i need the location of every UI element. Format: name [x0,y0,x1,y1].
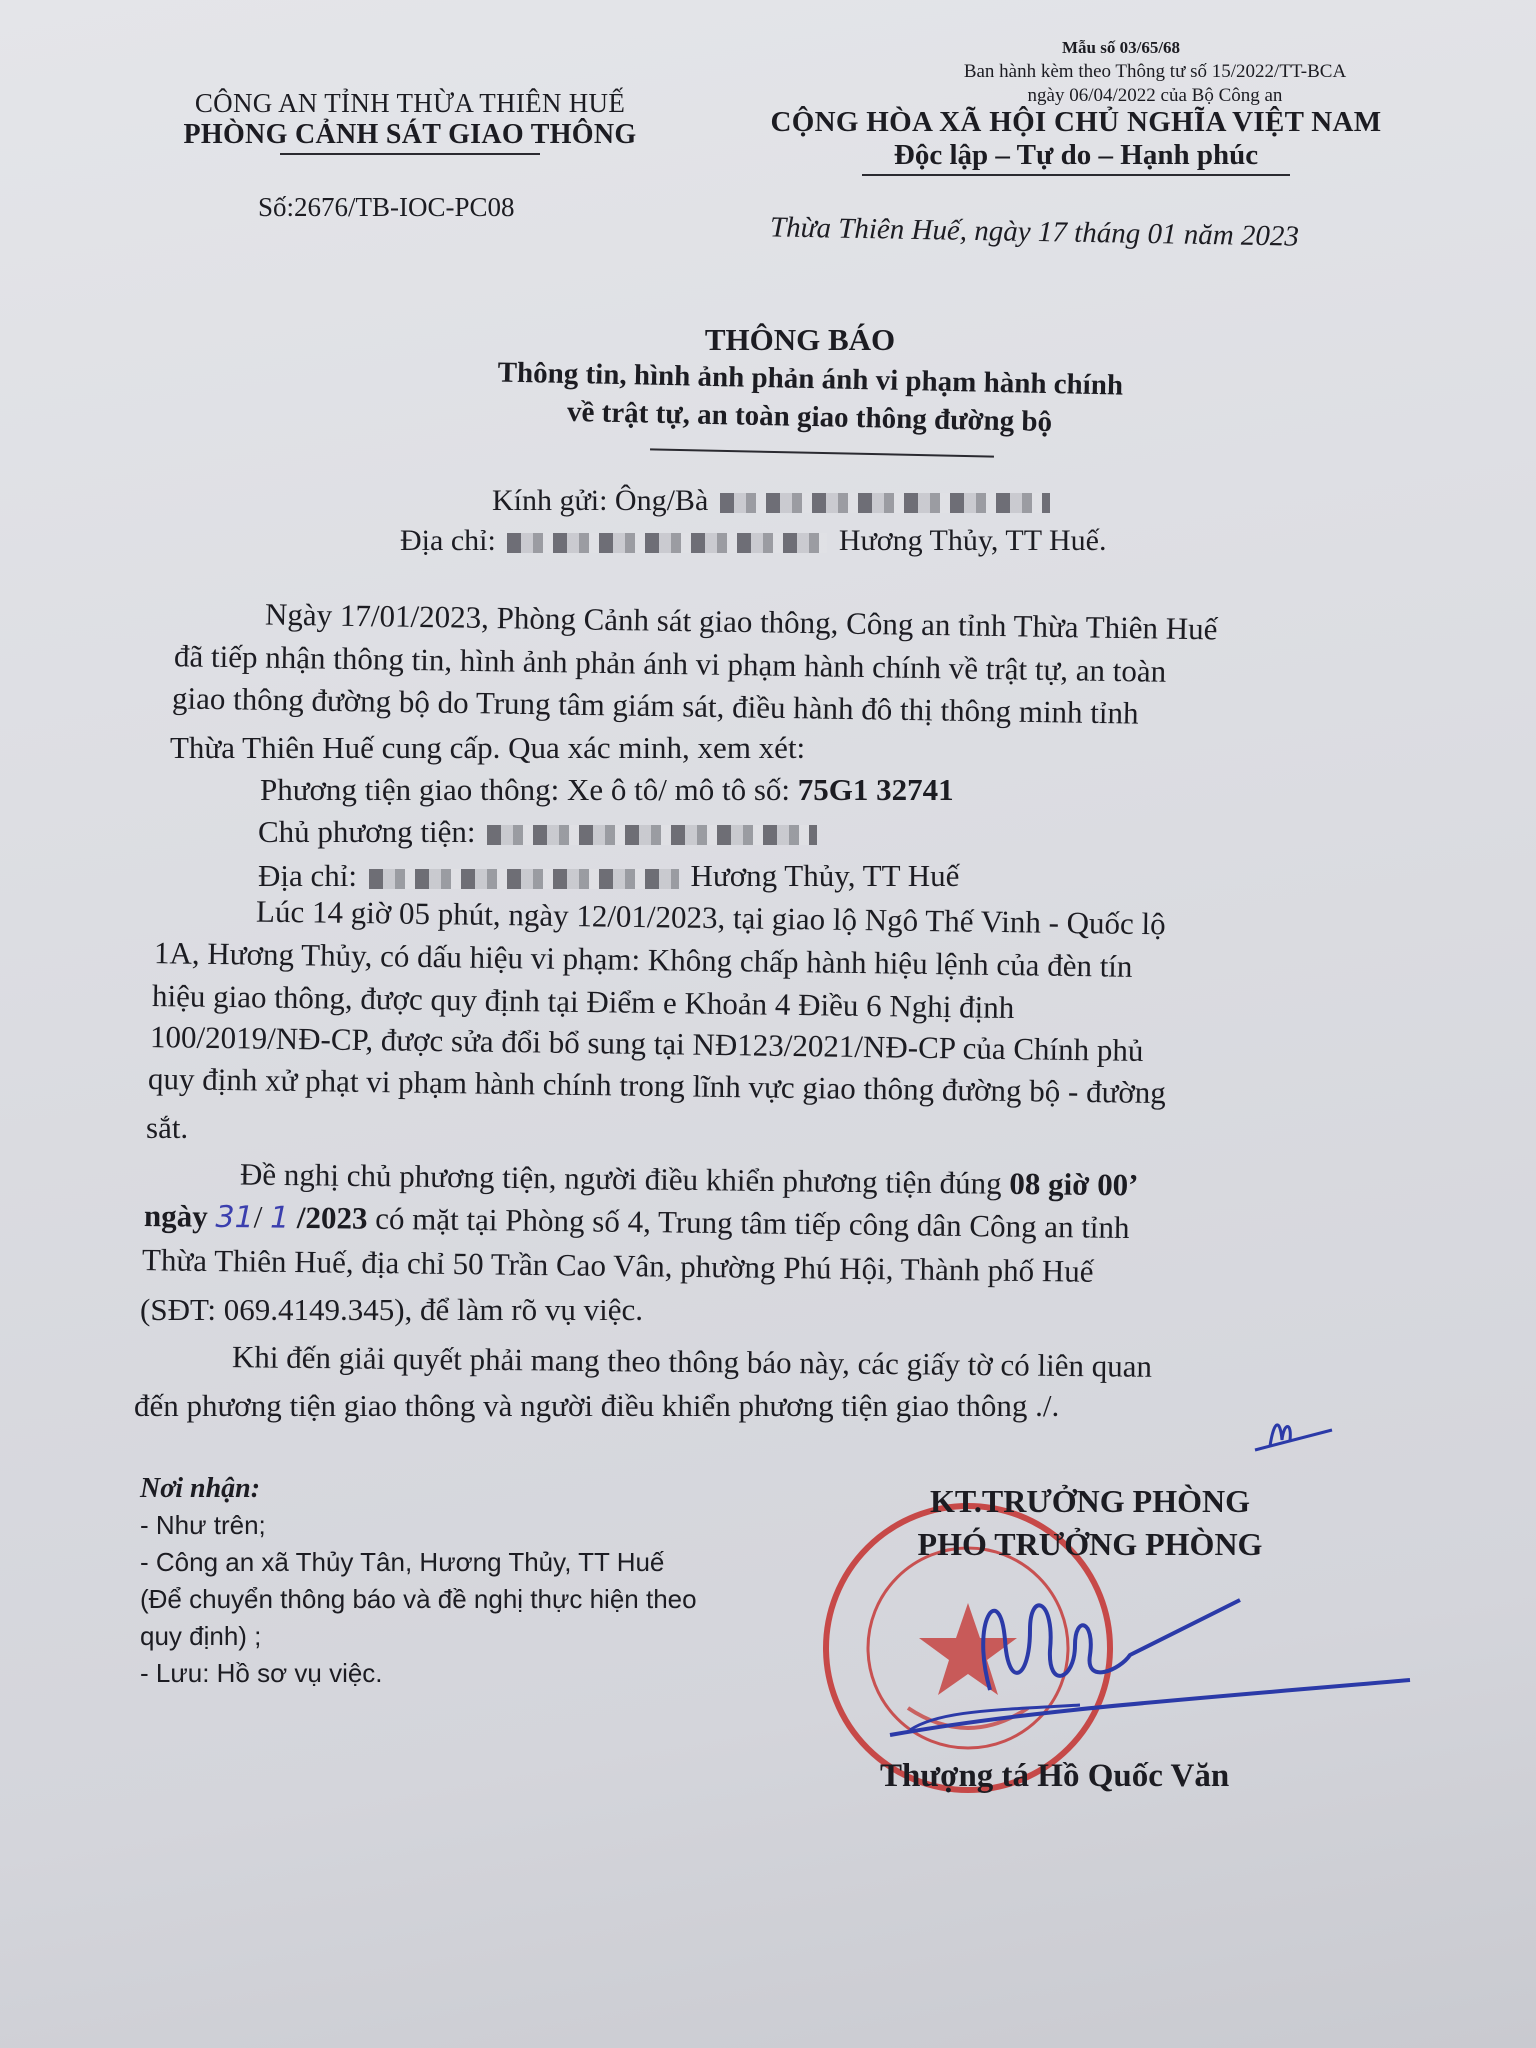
p3-line3: Thừa Thiên Huế, địa chỉ 50 Trần Cao Vân, phường Phú Hội, Thành phố Huế [141,1242,1094,1289]
recipient-item: (Để chuyển thông báo và đề nghị thực hiện theo [140,1584,697,1614]
vehicle-label: Phương tiện giao thông: Xe ô tô/ mô tô số: [260,772,791,807]
p1-line3: giao thông đường bộ do Trung tâm giám sát, điều hành đô thị thông minh tỉnh [171,680,1139,731]
owner-address-label: Địa chỉ: [258,858,357,893]
form-basis-line2: ngày 06/04/2022 của Bộ Công an [1027,85,1283,106]
appointment-year: /2023 [296,1199,368,1236]
p2-line5: quy định xử phạt vi phạm hành chính trong lĩnh vực giao thông đường bộ - đường [147,1060,1167,1111]
document-title: THÔNG BÁO [704,322,896,357]
signatory-name: Thượng tá Hồ Quốc Văn [880,1758,1230,1794]
form-basis [895,60,1415,108]
subtitle-underline [650,448,994,457]
redacted-owner-address [369,869,679,889]
subtitle-line1: Thông tin, hình ảnh phản ánh vi phạm hành chính [497,356,1124,402]
signatory-role [860,1480,1320,1566]
national-motto [716,106,1436,176]
p4-line2: đến phương tiện giao thông và người điều khiển phương tiện giao thông ./. [134,1388,1060,1423]
recipients-block [140,1470,780,1692]
nation-name: CỘNG HÒA XÃ HỘI CHỦ NGHĨA VIỆT NAM [770,106,1382,138]
p3-line4: (SĐT: 069.4149.345), để làm rõ vụ việc. [140,1292,643,1327]
appointment-time: 08 giờ 00’ [1009,1165,1139,1203]
signatory-role-line2: PHÓ TRƯỞNG PHÒNG [917,1526,1263,1562]
p2-line6: sắt. [146,1110,189,1145]
owner-label: Chủ phương tiện: [258,814,476,849]
agency-parent: CÔNG AN TỈNH THỪA THIÊN HUẾ [194,88,626,118]
addressee-address-line [400,524,1106,558]
p3-line2: ngày 31/ 1 /2023 có mặt tại Phòng số 4, Trung tâm tiếp công dân Công an tỉnh [143,1197,1130,1246]
redacted-address [507,533,827,553]
recipient-item: quy định) ; [140,1621,262,1651]
dateline: Thừa Thiên Huế, ngày 17 tháng 01 năm 2023 [769,211,1300,253]
recipient-item: - Công an xã Thủy Tân, Hương Thủy, TT Huế [140,1547,665,1577]
redacted-name [720,493,1050,513]
p2-line3: hiệu giao thông, được quy định tại Điểm e Khoản 4 Điều 6 Nghị định [151,977,1015,1026]
p1-line4: Thừa Thiên Huế cung cấp. Qua xác minh, xem xét: [170,730,806,765]
recipient-item: - Lưu: Hồ sơ vụ việc. [140,1658,383,1688]
owner-line [258,814,821,850]
p3-line1 [240,1157,1139,1204]
issuing-agency [120,88,700,155]
document-number: Số:2676/TB-IOC-PC08 [258,192,515,222]
subtitle-line2: về trật tự, an toàn giao thông đường bộ [566,395,1053,439]
recipient-item: - Như trên; [140,1510,266,1540]
p2-line4: 100/2019/NĐ-CP, được sửa đổi bổ sung tại NĐ123/2021/NĐ-CP của Chính phủ [149,1019,1144,1068]
form-basis-line1: Ban hành kèm theo Thông tư số 15/2022/TT-BCA [963,61,1347,82]
addressee-line [492,484,1054,518]
agency-department: PHÒNG CẢNH SÁT GIAO THÔNG [183,119,637,150]
p3-line1-text: Đề nghị chủ phương tiện, người điều khiển phương tiện đúng [239,1156,1002,1201]
p2-line2: 1A, Hương Thủy, có dấu hiệu vi phạm: Không chấp hành hiệu lệnh của đèn tín [153,935,1133,984]
p1-line2: đã tiếp nhận thông tin, hình ảnh phản ánh vi phạm hành chính về trật tự, an toàn [173,638,1167,689]
signatory-role-line1: KT.TRƯỞNG PHÒNG [930,1483,1250,1519]
form-number: Mẫu số 03/65/68 [1062,38,1181,57]
p2-line1: Lúc 14 giờ 05 phút, ngày 12/01/2023, tại giao lộ Ngô Thế Vinh - Quốc lộ [255,893,1166,942]
p1-line1: Ngày 17/01/2023, Phòng Cảnh sát giao thông, Công an tỉnh Thừa Thiên Huế [264,596,1218,647]
document-subtitle [379,351,1240,445]
vehicle-plate: 75G1 32741 [797,772,954,807]
addressee-label: Kính gửi: Ông/Bà [492,484,709,517]
handwritten-day: 31 [215,1199,254,1236]
owner-address-visible: Hương Thủy, TT Huế [690,858,960,893]
handwritten-month: 1 [269,1200,290,1236]
vehicle-line [260,772,954,808]
owner-address-line [258,858,959,894]
p3-line2-rest: có mặt tại Phòng số 4, Trung tâm tiếp công dân Công an tỉnh [375,1200,1130,1246]
p4-line1: Khi đến giải quyết phải mang theo thông báo này, các giấy tờ có liên quan [231,1339,1153,1384]
initial-mark [1250,1400,1340,1460]
motto-underline [862,174,1290,176]
handwritten-signature [880,1560,1420,1760]
nation-motto: Độc lập – Tự do – Hạnh phúc [893,139,1259,171]
address-visible: Hương Thủy, TT Huế. [838,524,1107,557]
agency-underline [280,153,540,155]
recipients-heading: Nơi nhận: [140,1473,261,1504]
redacted-owner [487,825,817,845]
address-label: Địa chỉ: [400,524,496,557]
appointment-day-label: ngày [143,1197,209,1234]
